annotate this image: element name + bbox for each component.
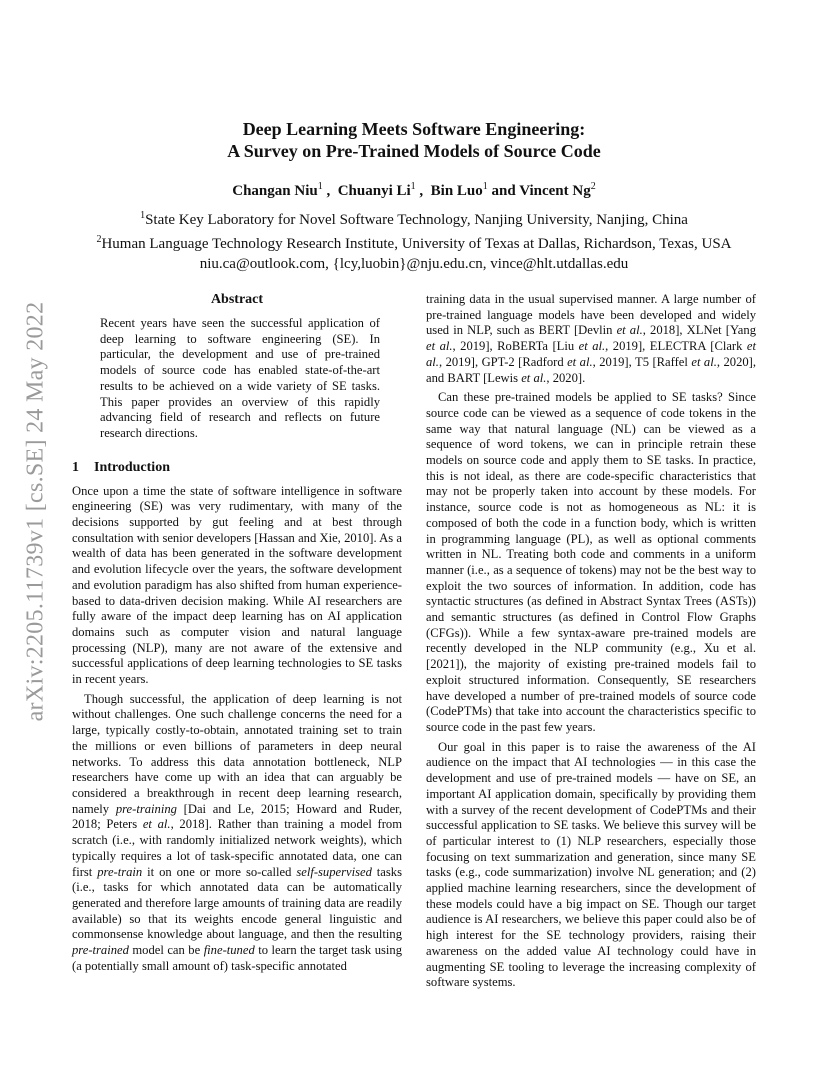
text-run: , 2019], ELECTRA [Clark (605, 339, 747, 354)
affiliation-1 (60, 206, 768, 230)
arxiv-identifier: arXiv:2205.11739v1 [cs.SE] 24 May 2022 (22, 301, 49, 721)
arxiv-side-stamp (18, 256, 54, 766)
text-run: , 2018]. Rather than training a model from scratch (i.e., with randomly initialized network weights), which typically requires a lot of task-specific annotated data, one can first (72, 817, 402, 879)
text-run: , 2018], XLNet [Yang (642, 323, 756, 338)
italic-run: self-supervised (296, 864, 372, 879)
title-line-1: Deep Learning Meets Software Engineering: (242, 119, 586, 139)
text-run: , 2019], RoBERTa [Liu (452, 339, 579, 354)
italic-run: et al. (521, 370, 547, 385)
italic-run: pre-training (115, 801, 177, 816)
author-affil-mark: 1 (317, 181, 323, 192)
intro-paragraph-2-continued (426, 292, 756, 386)
text-run: , 2020], and BART [Lewis (426, 354, 757, 385)
italic-run: fine-tuned (203, 943, 255, 958)
affiliation-text: State Key Laboratory for Novel Software Technology, Nanjing University, Nanjing, China (145, 212, 688, 228)
abstract-text: Recent years have seen the successful application of deep learning to software engineering (SE). In particular, the development and use of pre-trained models of source code has enabled state-of-the-art results to be achieved on a wide variety of SE tasks. This paper provides an overview of this rapidly advancing field of research and reflects on future research directions. (100, 316, 380, 440)
right-column (426, 292, 756, 995)
affiliation-2 (60, 230, 768, 254)
paper-header (60, 118, 768, 274)
author-name: Chuanyi Li (337, 183, 411, 199)
section-heading-introduction (72, 460, 402, 476)
author-list: Changan Niu$^1$ , Chuanyi Li$^1$ , Bin Luo$^1$ and Vincent Ng$^2$ (232, 181, 596, 199)
text-run: , 2020]. (546, 370, 586, 385)
text-run: model can be (128, 943, 204, 958)
author-emails: niu.ca@outlook.com, {lcy,luobin}@nju.edu.cn, vince@hlt.utdallas.edu (199, 256, 629, 272)
text-run: Though successful, the application of deep learning is not without challenges. One such challenge concerns the need for a large, typically costly-to-obtain, annotated training set to train the millions or even billions of parameters in deep neural networks. To address this data annotation bottleneck, NLP researchers have come up with an idea that can arguably be considered a breakthrough in recent deep learning research, namely (72, 691, 402, 816)
text-run: training data in the usual supervised manner. A large number of pre-trained language models have been developed and widely used in NLP, such as BERT [Devlin (426, 292, 756, 338)
text-run: , 2019], T5 [Raffel (592, 354, 692, 369)
author-conjunction: and (491, 183, 516, 199)
paper-title (60, 118, 768, 162)
section-title: Introduction (94, 459, 170, 475)
author-affil-mark: 1 (410, 181, 416, 192)
italic-run: et al. (578, 339, 606, 354)
italic-run: et al. (616, 323, 643, 338)
affiliation-mark: 2 (96, 234, 102, 245)
intro-paragraph-1: Once upon a time the state of software intelligence in software engineering (SE) was very rudimentary, with many of the decisions supported by gut feeling and at best through consultation with senior developers [Hassan and Xie, 2010]. As a wealth of data has been generated in the software development and evolution lifecycle over the years, the software development and evolution paradigm has also shifted from human experience-based to data-driven decision making. While AI researchers are fully aware of the impact deep learning has on AI application domains such as computer vision and natural language processing (NLP), many are not aware of the extensive and successful applications of deep learning technologies to SE tasks in recent years. (72, 483, 402, 687)
intro-paragraph-2 (72, 692, 402, 975)
italic-run: et al. (691, 354, 717, 369)
affiliation-mark: 1 (140, 210, 146, 221)
text-run: , 2019], GPT-2 [Radford (438, 354, 568, 369)
italic-run: et al. (426, 339, 756, 369)
abstract-heading: Abstract (210, 292, 264, 307)
intro-paragraph-4: Our goal in this paper is to raise the awareness of the AI audience on the impact that AI technologies — in this case the development and use of pre-trained models — have on SE, an important AI application domain, specifically by providing them with a survey of the recent development of CodePTMs and their successful application to SE tasks. We believe this survey will be of particular interest to (1) NLP researchers, especially those focusing on text summarization and generation, since many SE tasks (e.g., code summarization) involve NL generation; and (2) applied machine learning researchers, since the development of these models could have a big impact on SE. Though our target audience is AI researchers, we believe this paper could also be of high interest for the SE technology providers, raising their awareness on the added value AI technology could have in augmenting SE tooling to leverage the increasing complexity of software systems. (426, 739, 756, 990)
italic-run: et al. (142, 817, 171, 832)
author-affil-mark: 1 (482, 181, 488, 192)
text-run: to learn the target task using (a potentially small amount of) task-specific annotated (72, 943, 403, 973)
italic-run: et al. (426, 339, 453, 354)
text-run: tasks (i.e., tasks for which annotated data can be automatically generated and therefore large amounts of training data are readily available) so that its weights encode general linguistic and commonsense knowledge about language, and then the resulting (72, 864, 402, 942)
author-affil-mark: 2 (590, 181, 596, 192)
left-column (72, 292, 402, 978)
affiliations (60, 206, 768, 274)
text-run: it on one or more so-called (142, 864, 297, 879)
author-name: Vincent Ng (519, 183, 591, 199)
italic-run: et al. (567, 354, 593, 369)
italic-run: pre-train (97, 864, 143, 879)
title-line-2: A Survey on Pre-Trained Models of Source Code (227, 141, 601, 161)
text-run: [Dai and Le, 2015; Howard and Ruder, 2018; Peters (72, 801, 403, 832)
affiliation-text: Human Language Technology Research Institute, University of Texas at Dallas, Richardson, Texas, USA (101, 236, 732, 252)
author-name: Changan Niu (232, 183, 318, 199)
intro-paragraph-3: Can these pre-trained models be applied to SE tasks? Since source code can be viewed as a sequence of code tokens in the same way that natural language (NL) can be viewed as a sequence of word tokens, we can in principle retrain these models on source code and apply them to SE tasks. In practice, this is not ideal, as there are code-specific characteristics that may not be properly taken into account by these models. For instance, source code is not as homogeneous as NL: it is composed of both the code in a function body, which is written in programming language (PL), as well as optional comments written in NL. Treating both code and comments in a uniform manner (i.e., as a sequence of tokens) may not be the best way to exploit the two sources of information. In addition, code has syntactic structures (as defined in Abstract Syntax Trees (ASTs)) and semantic structures (as defined in Control Flow Graphs (CFGs)). While a few syntax-aware pre-trained models are recently developed in the NLP community (e.g., Xu et al. [2021]), the majority of existing pre-trained models fail to exploit structured information. Consequently, SE researchers have developed a number of pre-trained models of source code (CodePTMs) that take into account the characteristics specific to source code in the past few years. (426, 390, 756, 734)
author-name: Bin Luo (430, 183, 483, 199)
section-number: 1 (72, 459, 79, 475)
italic-run: pre-trained (72, 943, 129, 958)
